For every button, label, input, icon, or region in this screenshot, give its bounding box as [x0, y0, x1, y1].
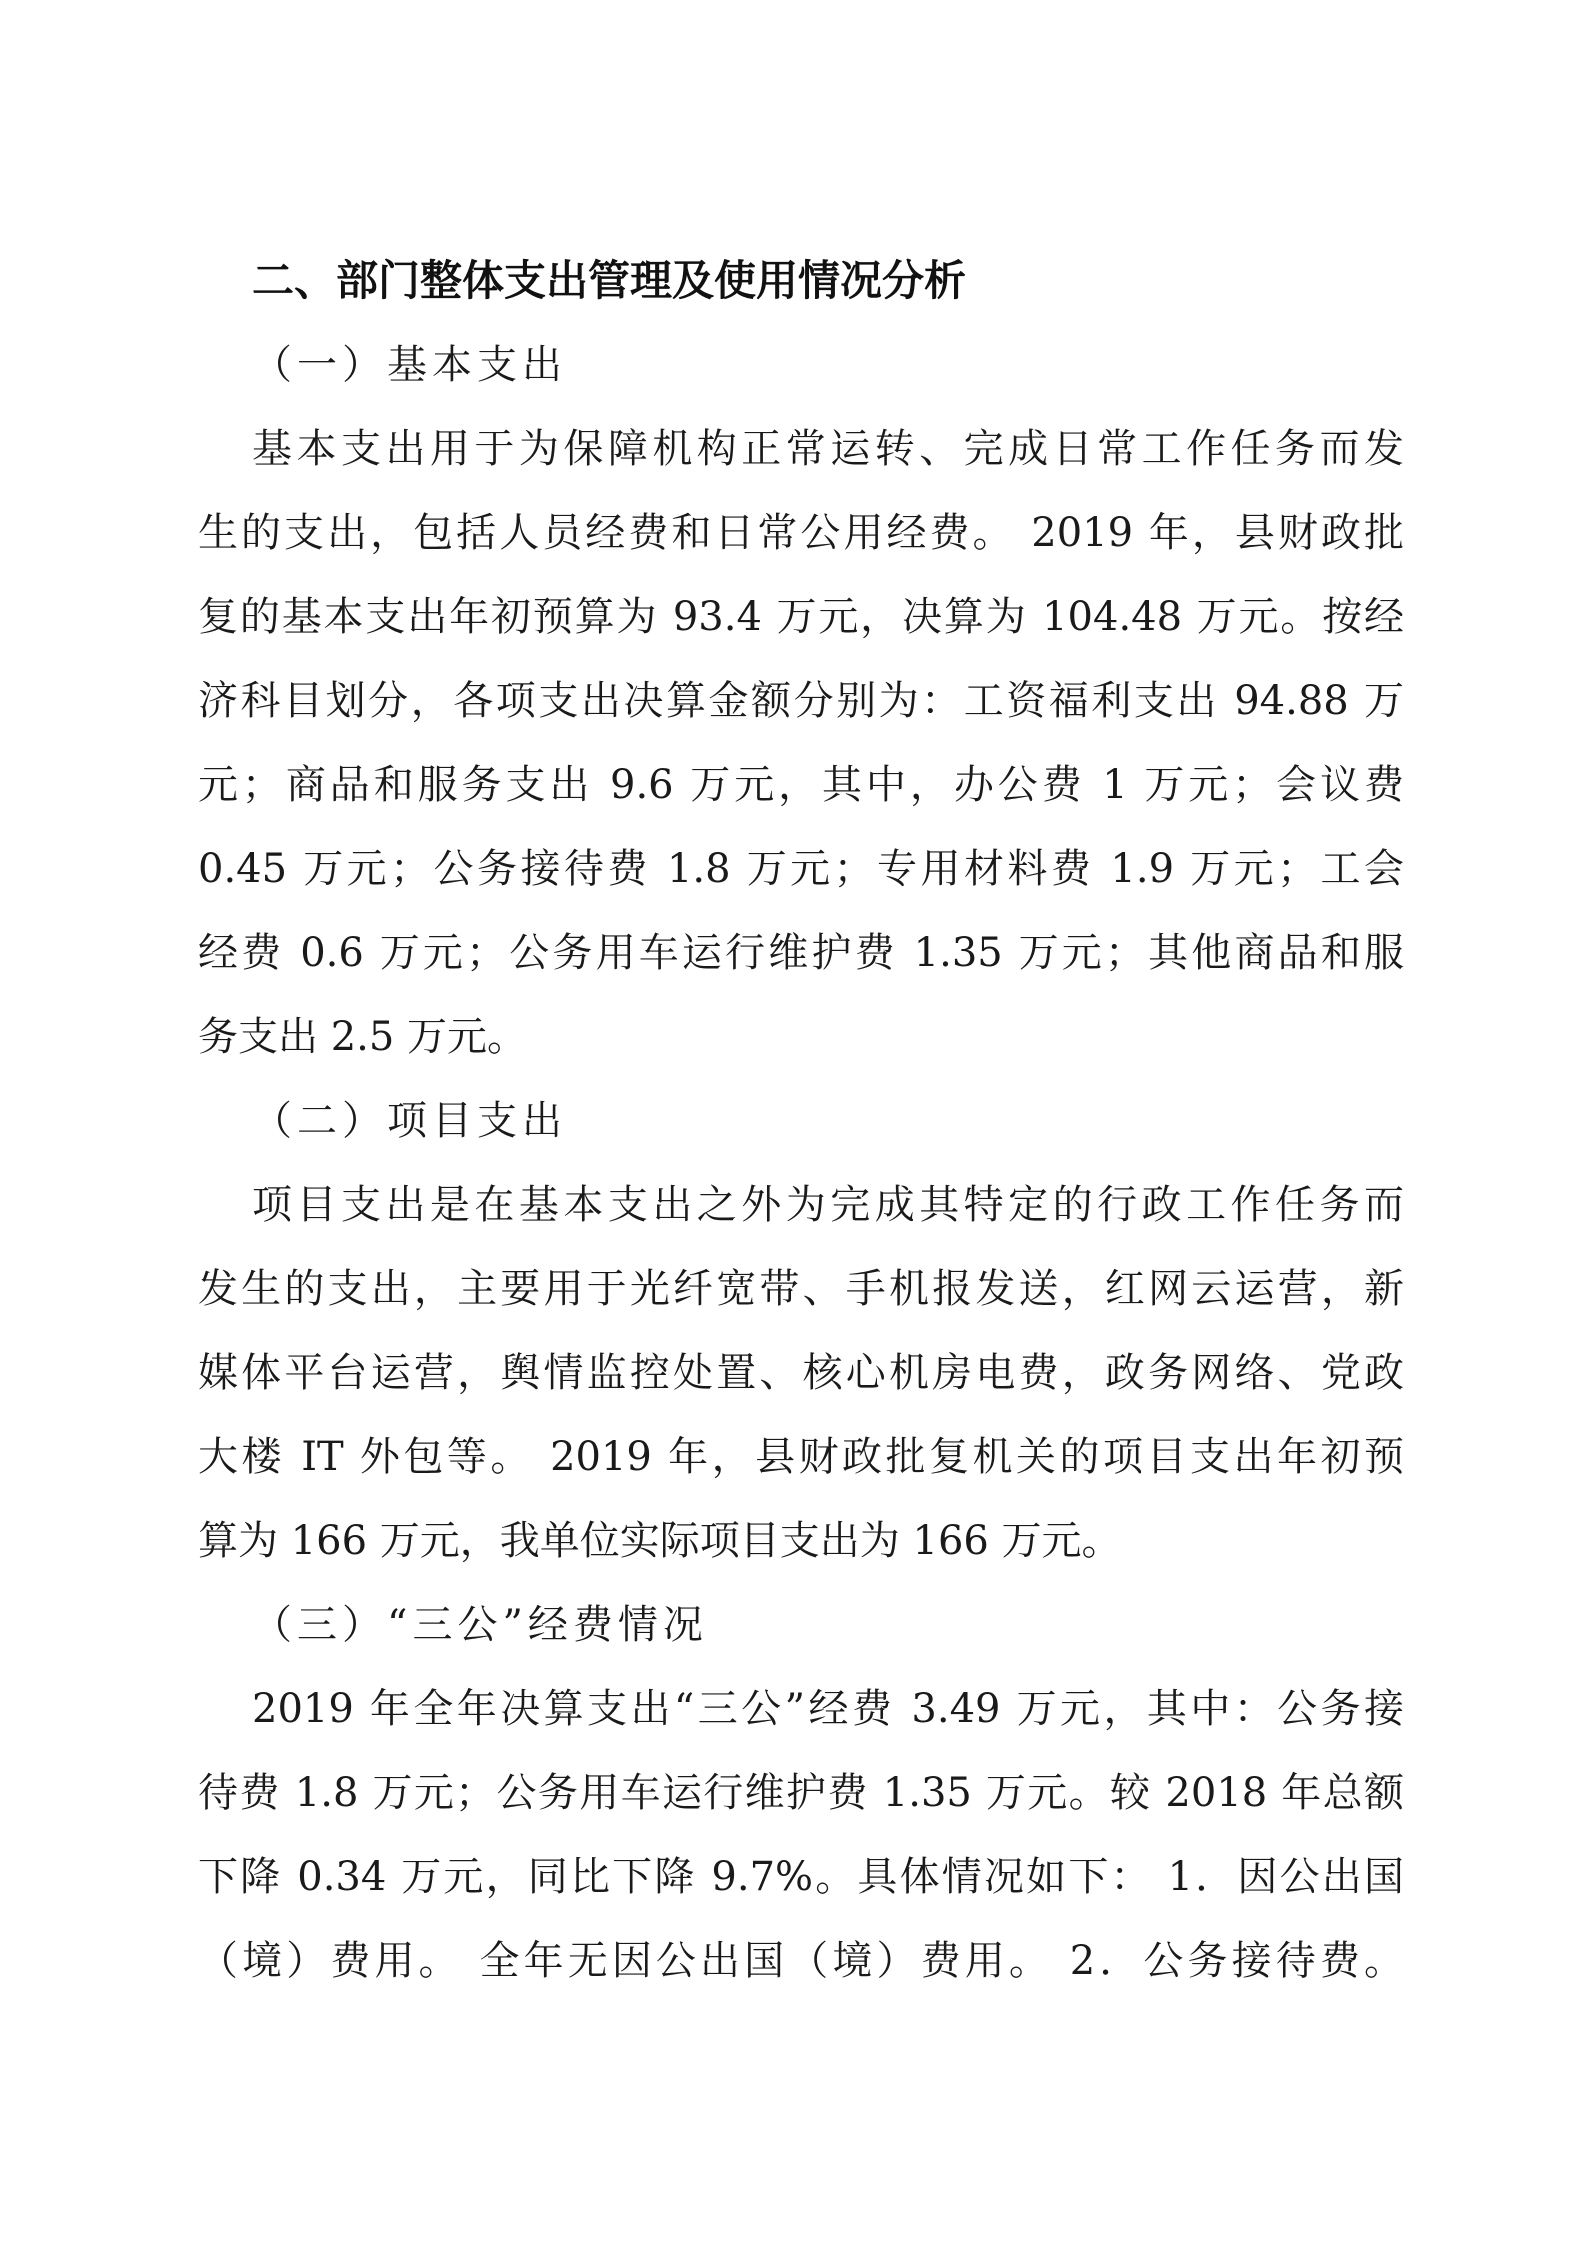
subsection-title-project-expenditure: （二）项目支出 — [252, 1098, 567, 1144]
paragraph-line: 项目支出是在基本支出之外为完成其特定的行政工作任务而 — [252, 1182, 1404, 1228]
paragraph-line: （境）费用。 全年无因公出国（境）费用。 2．公务接待费。 — [198, 1938, 1404, 1984]
paragraph-line: 务支出 2.5 万元。 — [198, 1014, 528, 1060]
paragraph-line: 经费 0.6 万元；公务用车运行维护费 1.35 万元；其他商品和服 — [198, 930, 1404, 976]
paragraph-line: 发生的支出，主要用于光纤宽带、手机报发送，红网云运营，新 — [198, 1266, 1404, 1312]
paragraph-line: 2019 年全年决算支出“三公”经费 3.49 万元，其中：公务接 — [252, 1686, 1404, 1732]
paragraph-line: 生的支出，包括人员经费和日常公用经费。 2019 年，县财政批 — [198, 510, 1404, 556]
paragraph-line: 媒体平台运营，舆情监控处置、核心机房电费，政务网络、党政 — [198, 1350, 1404, 1396]
paragraph-line: 基本支出用于为保障机构正常运转、完成日常工作任务而发 — [252, 426, 1404, 472]
section-heading: 二、部门整体支出管理及使用情况分析 — [252, 256, 967, 305]
subsection-title-basic-expenditure: （一）基本支出 — [252, 342, 567, 388]
paragraph-line: 下降 0.34 万元，同比下降 9.7%。具体情况如下： 1．因公出国 — [198, 1854, 1404, 1900]
paragraph-line: 元；商品和服务支出 9.6 万元，其中，办公费 1 万元；会议费 — [198, 762, 1404, 808]
paragraph-line: 0.45 万元；公务接待费 1.8 万元；专用材料费 1.9 万元；工会 — [198, 846, 1404, 892]
paragraph-line: 待费 1.8 万元；公务用车运行维护费 1.35 万元。较 2018 年总额 — [198, 1770, 1404, 1816]
subsection-title-three-public-expenses: （三）“三公”经费情况 — [252, 1602, 708, 1648]
paragraph-line: 复的基本支出年初预算为 93.4 万元，决算为 104.48 万元。按经 — [198, 594, 1404, 640]
paragraph-basic-expenditure — [198, 407, 1404, 1079]
paragraph-three-public-expenses — [198, 1667, 1404, 2003]
paragraph-line: 济科目划分，各项支出决算金额分别为：工资福利支出 94.88 万 — [198, 678, 1404, 724]
paragraph-line: 算为 166 万元，我单位实际项目支出为 166 万元。 — [198, 1518, 1122, 1564]
paragraph-line: 大楼 IT 外包等。 2019 年，县财政批复机关的项目支出年初预 — [198, 1434, 1404, 1480]
paragraph-project-expenditure — [198, 1163, 1404, 1583]
document-body — [198, 239, 1404, 2003]
